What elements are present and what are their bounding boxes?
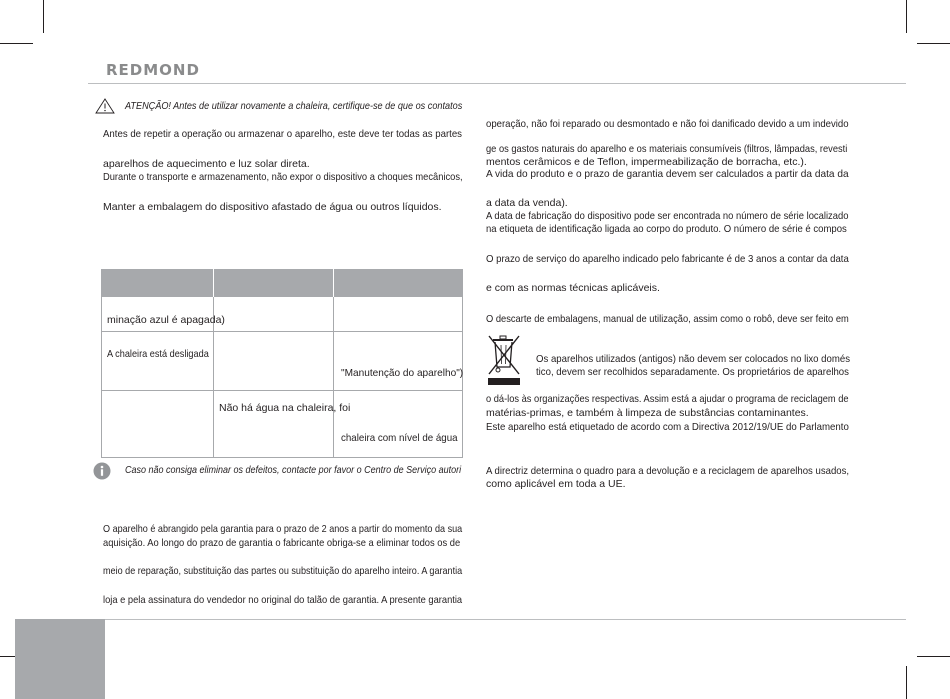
paragraph: ge os gastos naturais do aparelho e os materiais consumíveis (filtros, lâmpadas, revesti bbox=[486, 143, 848, 155]
table-grid-line bbox=[101, 457, 463, 458]
table-cell: chaleira com nível de água bbox=[341, 432, 458, 444]
warning-icon bbox=[95, 98, 115, 114]
paragraph: e com as normas técnicas aplicáveis. bbox=[486, 282, 660, 294]
table-cell: "Manutenção do aparelho") bbox=[341, 367, 464, 379]
table-grid-line bbox=[101, 268, 102, 458]
paragraph: mentos cerâmicos e de Teflon, impermeabilização de borracha, etc.). bbox=[486, 156, 807, 168]
paragraph: aparelhos de aquecimento e luz solar direta. bbox=[103, 158, 310, 170]
paragraph: A directriz determina o quadro para a devolução e a reciclagem de aparelhos usados, bbox=[486, 465, 850, 477]
paragraph: Este aparelho está etiquetado de acordo com a Directiva 2012/19/UE do Parlamento bbox=[486, 421, 849, 433]
table-grid-line bbox=[213, 268, 214, 297]
paragraph: tico, devem ser recolhidos separadamente. Os proprietários de aparelhos bbox=[536, 366, 849, 378]
info-icon bbox=[93, 462, 111, 480]
table-grid-line bbox=[101, 331, 463, 332]
paragraph: O prazo de serviço do aparelho indicado pelo fabricante é de 3 anos a contar da data bbox=[486, 253, 849, 265]
attention-note: ATENÇÃO! Antes de utilizar novamente a chaleira, certifique-se de que os contatos bbox=[125, 100, 463, 112]
paragraph: Os aparelhos utilizados (antigos) não devem ser colocados no lixo domés bbox=[536, 353, 851, 365]
crop-mark bbox=[917, 656, 950, 657]
table-grid-line bbox=[101, 390, 463, 391]
page-number-box bbox=[15, 619, 105, 699]
crossed-bin-icon bbox=[486, 333, 522, 387]
table-header-row bbox=[101, 268, 463, 297]
brand-logo: REDMOND bbox=[106, 61, 200, 79]
paragraph: Manter a embalagem do dispositivo afastado de água ou outros líquidos. bbox=[103, 201, 442, 213]
paragraph: matérias-primas, e também à limpeza de substâncias contaminantes. bbox=[486, 407, 809, 419]
table-cell: minação azul é apagada) bbox=[107, 314, 225, 326]
paragraph: operação, não foi reparado ou desmontado e não foi danificado devido a um indevido bbox=[486, 118, 849, 130]
table-cell: Não há água na chaleira, foi bbox=[219, 402, 351, 414]
paragraph: Antes de repetir a operação ou armazenar o aparelho, este deve ter todas as partes bbox=[103, 128, 463, 140]
paragraph: meio de reparação, substituição das partes ou substituição do aparelho inteiro. A garantia bbox=[103, 565, 463, 577]
paragraph: na etiqueta de identificação ligada ao corpo do produto. O número de série é compos bbox=[486, 223, 847, 235]
paragraph: Durante o transporte e armazenamento, não expor o dispositivo a choques mecânicos, bbox=[103, 171, 463, 183]
paragraph: o dá-los às organizações respectivas. Assim está a ajudar o programa de reciclagem de bbox=[486, 393, 849, 405]
table-grid-line bbox=[462, 268, 463, 458]
paragraph: a data da venda). bbox=[486, 197, 568, 209]
paragraph: loja e pela assinatura do vendedor no original do talão de garantia. A presente garantia bbox=[103, 594, 463, 606]
table-grid-line bbox=[333, 268, 334, 297]
crop-mark bbox=[906, 0, 907, 33]
crop-mark bbox=[917, 43, 950, 44]
crop-mark bbox=[906, 666, 907, 699]
crop-mark bbox=[43, 0, 44, 33]
paragraph: O aparelho é abrangido pela garantia para o prazo de 2 anos a partir do momento da sua bbox=[103, 523, 463, 535]
header-rule bbox=[88, 83, 906, 84]
table-grid-line bbox=[101, 268, 463, 269]
table-cell: A chaleira está desligada bbox=[107, 348, 209, 360]
paragraph: aquisição. Ao longo do prazo de garantia o fabricante obriga-se a eliminar todos os de bbox=[103, 537, 461, 549]
crop-mark bbox=[0, 43, 33, 44]
paragraph: A vida do produto e o prazo de garantia devem ser calculados a partir da data da bbox=[486, 168, 849, 180]
paragraph: A data de fabricação do dispositivo pode ser encontrada no número de série localizado bbox=[486, 210, 849, 222]
footer-rule bbox=[88, 619, 906, 620]
paragraph: O descarte de embalagens, manual de utilização, assim como o robô, deve ser feito em bbox=[486, 313, 849, 325]
info-note: Caso não consiga eliminar os defeitos, contacte por favor o Centro de Serviço autori bbox=[125, 464, 462, 476]
paragraph: como aplicável em toda a UE. bbox=[486, 478, 626, 490]
